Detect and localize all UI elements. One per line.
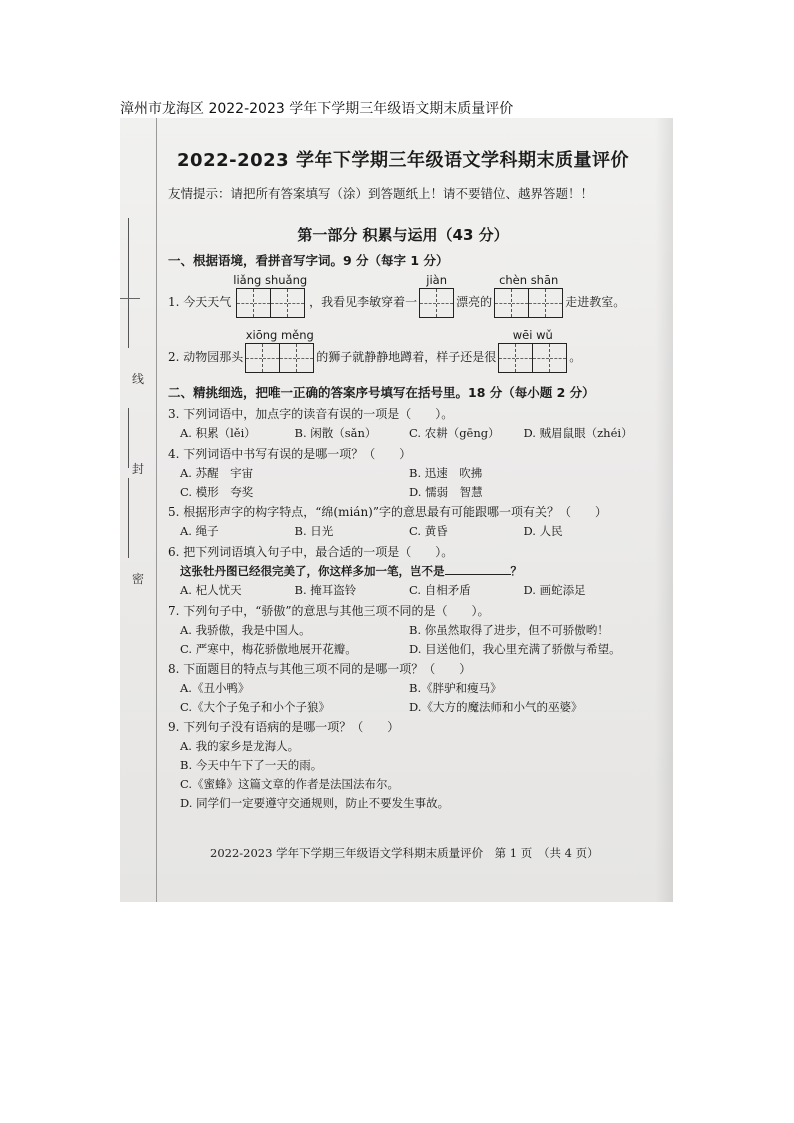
pinyin-blank: [498, 328, 567, 373]
question-7-options: [180, 622, 638, 657]
option-b: B. 闲散（sǎn）: [294, 426, 377, 440]
question-4-options: [180, 465, 638, 500]
option-b: B. 掩耳盗铃: [294, 583, 357, 597]
margin-rule: [128, 478, 129, 558]
option-c: C.《蜜蜂》这篇文章的作者是法国法布尔。: [180, 777, 400, 791]
pinyin-label: xiōng měng: [245, 328, 314, 342]
margin-rule: [128, 408, 129, 468]
char-box: [546, 289, 562, 317]
friendly-tip: 友情提示：请把所有答案填写（涂）到答题纸上！请不要错位、越界答题！！: [168, 186, 594, 201]
option-b: B. 今天中午下了一天的雨。: [180, 758, 323, 772]
pinyin-text: 的狮子就静静地蹲着，样子还是很: [316, 350, 497, 364]
photo-edge-shadow: [655, 118, 673, 902]
exam-title: 2022-2023 学年下学期三年级语文学科期末质量评价: [177, 150, 629, 171]
pinyin-text: 2. 动物园那头: [168, 350, 244, 364]
pinyin-question-2: [168, 328, 638, 373]
writing-boxes: [494, 288, 563, 318]
pinyin-blank: [494, 273, 563, 318]
document-caption: 漳州市龙海区 2022-2023 学年下学期三年级语文期末质量评价: [120, 101, 514, 117]
char-box: [280, 344, 297, 372]
writing-boxes: [245, 343, 314, 373]
exam-photo: [120, 118, 673, 902]
char-box: [420, 289, 437, 317]
option-a: A.《丑小鸭》: [180, 681, 250, 695]
option-c: C. 模形 夸奖: [180, 485, 254, 499]
question-5-options: [180, 523, 638, 539]
margin-tick: [120, 298, 140, 299]
option-c: C. 农耕（gēng）: [409, 426, 500, 440]
question-6-options: [180, 582, 638, 598]
margin-rule: [128, 218, 129, 348]
char-box: [246, 344, 263, 372]
pinyin-label: liǎng shuǎng: [233, 273, 308, 287]
char-box: [533, 344, 550, 372]
pinyin-text: ，我看见李敏穿着一: [309, 295, 418, 309]
pinyin-label: chèn shān: [499, 273, 559, 287]
option-b: B. 日光: [294, 524, 334, 538]
option-c: C. 自相矛盾: [409, 583, 471, 597]
binding-margin: [120, 118, 157, 902]
char-box: [288, 289, 304, 317]
char-box: [499, 344, 516, 372]
question-3-stem: 3. 下列词语中，加点字的读音有误的一项是（ ）。: [168, 407, 454, 421]
pinyin-blank: [419, 273, 454, 318]
question-4-stem: 4. 下列词语中书写有误的是哪一项？（ ）: [168, 447, 412, 461]
char-box: [271, 289, 288, 317]
writing-boxes: [236, 288, 305, 318]
page-footer: 2022-2023 学年下学期三年级语文学科期末质量评价 第 1 页 （共 4 页）: [210, 846, 599, 860]
option-a: A. 我骄傲，我是中国人。: [180, 623, 311, 637]
option-d: D. 目送他们，我心里充满了骄傲与希望。: [409, 642, 621, 656]
char-box: [529, 289, 546, 317]
part-one-title: 第一部分 积累与运用（43 分）: [297, 226, 509, 244]
writing-boxes: [498, 343, 567, 373]
question-9-stem: 9. 下列句子没有语病的是哪一项？（ ）: [168, 720, 400, 734]
answer-blank: [445, 574, 511, 575]
char-box: [254, 289, 271, 317]
exam-sheet: [168, 140, 638, 814]
pinyin-blank: [233, 273, 307, 318]
char-box: [237, 289, 254, 317]
option-d: D. 懦弱 智慧: [409, 485, 483, 499]
option-b: B. 你虽然取得了进步，但不可骄傲哟！: [409, 623, 609, 637]
option-b: B. 迅速 吹拂: [409, 466, 483, 480]
sentence-end: ？: [510, 564, 522, 578]
question-9-options: [180, 738, 638, 811]
question-8-stem: 8. 下面题目的特点与其他三项不同的是哪一项？（ ）: [168, 662, 472, 676]
char-box: [550, 344, 566, 372]
option-d: D. 人民: [523, 524, 563, 538]
pinyin-blank: [245, 328, 314, 373]
pinyin-text: 1. 今天天气: [168, 295, 232, 309]
option-a: A. 积累（lěi）: [180, 426, 256, 440]
pinyin-question-1: [168, 273, 638, 318]
option-c: C. 黄昏: [409, 524, 448, 538]
pinyin-text: 。: [569, 350, 582, 364]
margin-label-feng: 封: [132, 462, 145, 476]
question-3-options: [180, 425, 638, 441]
section-two-title: 二、精挑细选，把唯一正确的答案序号填写在括号里。18 分（每小题 2 分）: [168, 385, 595, 400]
char-box: [495, 289, 512, 317]
option-c: C. 严寒中，梅花骄傲地展开花瓣。: [180, 642, 357, 656]
margin-label-xian: 线: [132, 372, 145, 386]
char-box: [297, 344, 313, 372]
option-d: D.《大方的魔法师和小气的巫婆》: [409, 700, 583, 714]
pinyin-label: wēi wǔ: [512, 328, 553, 342]
question-8-options: [180, 680, 638, 715]
pinyin-label: jiàn: [426, 273, 448, 287]
char-box: [516, 344, 533, 372]
option-d: D. 贼眉鼠眼（zhéi）: [523, 426, 633, 440]
option-a: A. 绳子: [180, 524, 219, 538]
option-d: D. 同学们一定要遵守交通规则，防止不要发生事故。: [180, 796, 450, 810]
option-d: D. 画蛇添足: [523, 583, 586, 597]
pinyin-text: 走进教室。: [565, 295, 626, 309]
option-b: B.《胖驴和瘦马》: [409, 681, 502, 695]
option-c: C.《大个子兔子和小个子狼》: [180, 700, 331, 714]
writing-boxes: [419, 288, 454, 318]
question-6-stem: 6. 把下列词语填入句子中，最合适的一项是（ ）。: [168, 545, 454, 559]
section-one-title: 一、根据语境，看拼音写字词。9 分（每字 1 分）: [168, 253, 449, 268]
char-box: [437, 289, 453, 317]
question-7-stem: 7. 下列句子中，“骄傲”的意思与其他三项不同的是（ ）。: [168, 604, 490, 618]
sentence-text: 这张牡丹图已经很完美了，你这样多加一笔，岂不是: [180, 564, 445, 578]
option-a: A. 我的家乡是龙海人。: [180, 739, 300, 753]
char-box: [263, 344, 280, 372]
margin-label-mi: 密: [132, 572, 145, 586]
question-6-sentence: [180, 563, 638, 579]
option-a: A. 苏醒 宇宙: [180, 466, 254, 480]
char-box: [512, 289, 529, 317]
option-a: A. 杞人忧天: [180, 583, 242, 597]
pinyin-text: 漂亮的: [456, 295, 493, 309]
question-5-stem: 5. 根据形声字的构字特点，“绵(mián)”字的意思最有可能跟哪一项有关？（ ）: [168, 505, 607, 519]
